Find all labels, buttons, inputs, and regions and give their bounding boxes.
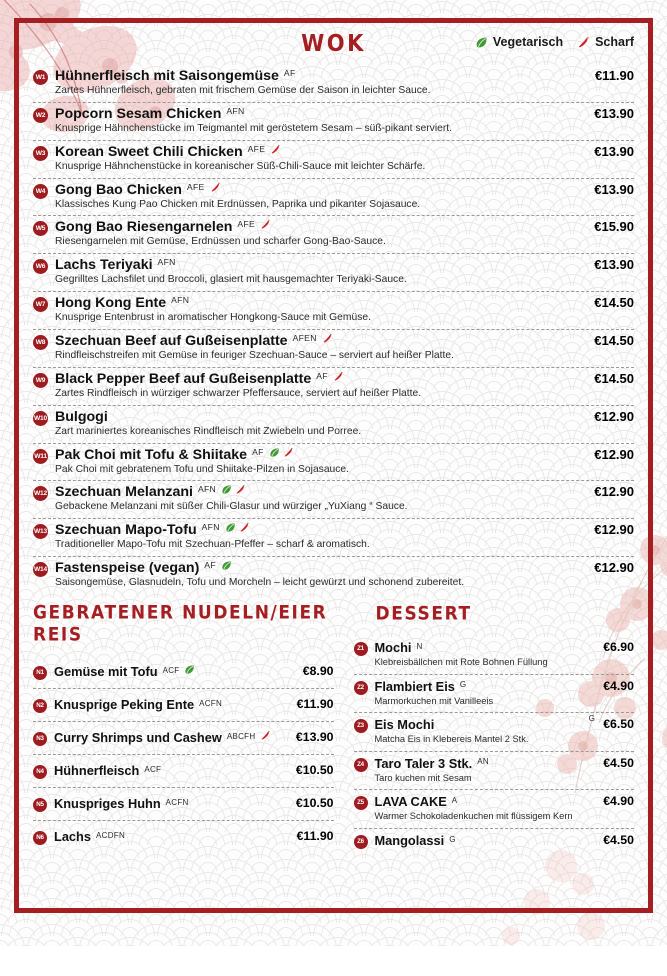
legend-vegetarian xyxy=(475,35,563,49)
menu-item[interactable] xyxy=(33,481,634,519)
menu-item-header xyxy=(33,219,634,236)
item-code-badge: Z2 xyxy=(354,681,368,695)
menu-item[interactable] xyxy=(354,636,634,675)
leaf-icon xyxy=(221,560,232,571)
menu-item-price: €11.90 xyxy=(296,829,334,844)
menu-item-name: Szechuan Mapo-Tofu xyxy=(55,522,197,539)
menu-item[interactable] xyxy=(33,788,334,821)
menu-item[interactable] xyxy=(33,65,634,103)
menu-item[interactable] xyxy=(33,755,334,788)
menu-item-name: Gemüse mit Tofu xyxy=(54,664,158,680)
menu-item-price: €13.90 xyxy=(594,181,634,197)
menu-item[interactable] xyxy=(33,141,634,179)
menu-item-header xyxy=(33,144,634,161)
wok-section-header xyxy=(19,23,648,65)
menu-item-name: Gong Bao Riesengarnelen xyxy=(55,219,233,236)
menu-item-name: Curry Shrimps und Cashew xyxy=(54,730,222,746)
menu-item-description: Traditioneller Mapo-Tofu mit Szechuan-Pfeffer – scharf & aromatisch. xyxy=(55,539,370,551)
menu-item-name: Hühnerfleisch xyxy=(54,763,140,779)
item-code-badge: W11 xyxy=(33,449,48,464)
menu-item-title-group xyxy=(55,333,586,349)
menu-item[interactable] xyxy=(33,722,334,755)
allergen-codes: G xyxy=(449,834,456,844)
item-code-badge: W6 xyxy=(33,259,48,274)
menu-item-title-group xyxy=(375,717,589,732)
menu-item-description: Zart mariniertes koreanisches Rindfleisch mit Zwiebeln und Porree. xyxy=(55,425,362,437)
menu-item-header xyxy=(33,68,634,85)
menu-item[interactable] xyxy=(354,829,634,853)
legend-spicy-label: Scharf xyxy=(595,35,634,49)
menu-item-title-group xyxy=(55,219,586,235)
menu-item[interactable] xyxy=(354,713,634,752)
menu-item-header xyxy=(33,796,334,812)
item-code-badge: Z1 xyxy=(354,642,368,656)
menu-item-description: Knusprige Hähnchenstücke im Teigmantel mit geröstetem Sesam – süß-pikant serviert. xyxy=(55,122,452,134)
menu-item[interactable] xyxy=(33,330,634,368)
item-code-badge: Z3 xyxy=(354,719,368,733)
menu-item-price: €13.90 xyxy=(295,730,334,745)
menu-item[interactable] xyxy=(33,368,634,406)
item-code-badge: N3 xyxy=(33,732,47,746)
diet-icons xyxy=(210,182,221,193)
menu-item[interactable] xyxy=(354,752,634,791)
menu-item-title-group xyxy=(55,522,586,538)
menu-item-description: Matcha Eis in Klebereis Mantel 2 Stk. xyxy=(374,734,529,745)
menu-item-header xyxy=(354,713,634,733)
menu-item-title-group xyxy=(54,796,288,811)
menu-item-title-group xyxy=(375,640,596,655)
menu-card xyxy=(14,18,653,913)
allergen-codes: AN xyxy=(477,757,489,767)
diet-icons xyxy=(269,447,294,458)
item-code-badge: W13 xyxy=(33,524,48,539)
menu-item-name: Black Pepper Beef auf Gußeisenplatte xyxy=(55,370,312,387)
item-code-badge: N1 xyxy=(33,666,47,680)
menu-item-price: €4.50 xyxy=(603,833,634,848)
chili-icon xyxy=(283,447,294,458)
diet-icons xyxy=(184,664,195,675)
menu-item-price: €14.50 xyxy=(594,295,634,311)
wok-item-list xyxy=(19,65,648,594)
allergen-codes: ACF xyxy=(144,764,162,774)
bottom-sections xyxy=(19,598,648,853)
item-code-badge: W8 xyxy=(33,335,48,350)
allergen-codes: AFN xyxy=(197,484,217,495)
allergen-codes: AF xyxy=(204,560,216,571)
menu-item-description: Warmer Schokoladenkuchen mit flüssigem Kern xyxy=(374,811,573,822)
allergen-codes: AFE xyxy=(186,181,205,192)
menu-item[interactable] xyxy=(33,821,334,853)
menu-item-description: Rindfleischstreifen mit Gemüse in feuriger Szechuan-Sauce – serviert auf heißer Platte. xyxy=(55,350,454,362)
menu-item-title-group xyxy=(55,560,586,576)
item-code-badge: W2 xyxy=(33,108,48,123)
diet-icons xyxy=(221,560,232,571)
menu-item-description: Marmorkuchen mit Vanilleeis xyxy=(374,695,494,706)
menu-item-name: Popcorn Sesam Chicken xyxy=(55,105,222,122)
menu-item-description: Taro kuchen mit Sesam xyxy=(374,772,472,783)
dessert-section xyxy=(346,598,634,853)
chili-icon xyxy=(235,484,246,495)
diet-icons xyxy=(225,522,250,533)
menu-item-description: Riesengarnelen mit Gemüse, Erdnüssen und scharfer Gong-Bao-Sauce. xyxy=(55,236,386,248)
menu-item-description: Gegrilltes Lachsfilet und Broccoli, glasiert mit hausgemachter Teriyaki-Sauce. xyxy=(55,274,407,286)
allergen-codes: AFN xyxy=(171,295,190,306)
menu-item-price: €4.90 xyxy=(603,794,634,809)
menu-item-price: €14.50 xyxy=(594,370,634,386)
menu-item[interactable] xyxy=(354,790,634,829)
menu-item-price: €12.90 xyxy=(594,446,634,462)
menu-item-description: Klebreisbällchen mit Rote Bohnen Füllung xyxy=(374,657,548,668)
allergen-codes: ACFN xyxy=(199,698,223,708)
legend xyxy=(475,35,634,49)
menu-item-title-group xyxy=(375,833,596,848)
menu-item-price: €12.90 xyxy=(594,408,634,424)
chili-icon xyxy=(577,36,590,49)
allergen-codes: ACFN xyxy=(165,797,189,807)
item-code-badge: N4 xyxy=(33,765,47,779)
diet-icons xyxy=(333,371,344,382)
item-code-badge: W10 xyxy=(33,411,48,426)
leaf-icon xyxy=(269,447,280,458)
menu-item-name: Szechuan Melanzani xyxy=(55,484,193,501)
allergen-codes: ABCFH xyxy=(226,731,256,741)
allergen-codes: A xyxy=(451,795,458,805)
allergen-codes: G xyxy=(459,680,467,690)
menu-item-name: Hühnerfleisch mit Saisongemüse xyxy=(55,68,279,84)
menu-item-header xyxy=(33,409,634,426)
menu-item-description: Pak Choi mit gebratenem Tofu und Shiitake-Pilzen in Sojasauce. xyxy=(55,463,350,475)
menu-item-name: Szechuan Beef auf Gußeisenplatte xyxy=(55,333,288,350)
noodles-section xyxy=(33,598,346,853)
menu-item-header xyxy=(354,833,634,849)
menu-item-name: Pak Choi mit Tofu & Shiitake xyxy=(55,446,248,463)
menu-item-header xyxy=(33,295,634,312)
menu-item-header xyxy=(33,333,634,350)
menu-item-price: €10.50 xyxy=(295,763,334,778)
chili-icon xyxy=(239,522,250,533)
menu-item-title-group xyxy=(55,144,586,160)
menu-item-title-group xyxy=(375,679,596,694)
allergen-codes: ACF xyxy=(162,665,180,675)
diet-icons xyxy=(260,730,271,741)
leaf-icon xyxy=(184,664,195,675)
item-code-badge: W12 xyxy=(33,486,48,501)
allergen-codes: N xyxy=(416,641,423,651)
chili-icon xyxy=(260,730,271,741)
menu-item-name: Lachs xyxy=(54,829,91,845)
menu-item-price: €12.90 xyxy=(594,484,634,500)
menu-item-title-group xyxy=(55,295,586,311)
menu-item-title-group xyxy=(54,664,295,679)
item-code-badge: N2 xyxy=(33,699,47,713)
menu-item-name: Korean Sweet Chili Chicken xyxy=(55,143,243,160)
menu-item-header xyxy=(33,829,334,845)
chili-icon xyxy=(210,182,221,193)
menu-item-price: €8.90 xyxy=(302,664,334,679)
item-code-badge: W5 xyxy=(33,221,48,236)
menu-item[interactable] xyxy=(33,689,334,722)
menu-item-header xyxy=(33,664,334,680)
menu-item[interactable] xyxy=(33,254,634,292)
menu-item-header xyxy=(33,371,634,388)
menu-item-title-group xyxy=(54,697,289,712)
menu-item[interactable] xyxy=(33,179,634,217)
menu-item-header xyxy=(33,484,634,501)
item-code-badge: W7 xyxy=(33,297,48,312)
legend-vegetarian-label: Vegetarisch xyxy=(492,35,564,49)
menu-item-header xyxy=(33,522,634,539)
menu-item-title-group xyxy=(55,106,586,122)
menu-item-title-group xyxy=(55,447,586,463)
menu-item-price: €13.90 xyxy=(594,143,634,159)
menu-item-name: LAVA CAKE xyxy=(374,794,447,810)
dessert-section-title: DESSERT xyxy=(375,603,472,626)
leaf-icon xyxy=(475,36,488,49)
menu-item-description: Gebackene Melanzani mit süßer Chili-Glasur und würziger „YuXiang “ Sauce. xyxy=(55,501,408,513)
menu-item-title-group xyxy=(55,409,586,425)
menu-item-name: Fastenspeise (vegan) xyxy=(55,560,200,577)
menu-item[interactable] xyxy=(354,675,634,714)
menu-item-name: Knuspriges Huhn xyxy=(54,796,161,812)
leaf-icon xyxy=(221,484,232,495)
allergen-codes: AF xyxy=(252,446,264,457)
menu-item[interactable] xyxy=(33,519,634,557)
item-code-badge: N6 xyxy=(33,831,47,845)
menu-item-price: €10.50 xyxy=(295,796,334,811)
item-code-badge: Z4 xyxy=(354,758,368,772)
menu-item-description: Klassisches Kung Pao Chicken mit Erdnüssen, Paprika und pikanter Sojasauce. xyxy=(55,198,421,210)
menu-item[interactable] xyxy=(33,406,634,444)
diet-icons xyxy=(221,484,246,495)
menu-item-description: Zartes Hühnerfleisch, gebraten mit frischem Gemüse der Saison in leichter Sauce. xyxy=(55,85,431,96)
allergen-codes: AFN xyxy=(226,105,245,116)
menu-item-price: €14.50 xyxy=(594,333,634,349)
page-title: WOK xyxy=(301,29,366,57)
menu-item-header xyxy=(33,763,334,779)
menu-item[interactable] xyxy=(33,444,634,482)
menu-item-header xyxy=(354,640,634,656)
menu-item-description: Saisongemüse, Glasnudeln, Tofu und Morcheln – leicht gewürzt und schonend zubereitet. xyxy=(55,577,465,589)
menu-item-header xyxy=(354,756,634,772)
item-code-badge: W1 xyxy=(33,70,48,85)
menu-item-title-group xyxy=(55,371,586,387)
menu-item-price: €11.90 xyxy=(594,68,634,83)
noodles-item-list xyxy=(33,656,334,853)
item-code-badge: Z6 xyxy=(354,835,368,849)
chili-icon xyxy=(322,333,333,344)
allergen-codes: G xyxy=(588,713,596,723)
menu-item-price: €13.90 xyxy=(594,105,634,121)
menu-item-title-group xyxy=(54,730,288,745)
menu-item-name: Mangolassi xyxy=(374,833,445,849)
menu-item-header xyxy=(33,560,634,577)
chili-icon xyxy=(333,371,344,382)
allergen-codes: AF xyxy=(316,370,328,381)
menu-item-name: Lachs Teriyaki xyxy=(55,257,153,274)
menu-item-header xyxy=(33,730,334,746)
menu-item-price: €6.50 xyxy=(603,717,634,732)
menu-item-title-group xyxy=(375,794,596,809)
diet-icons xyxy=(322,333,333,344)
menu-item-title-group xyxy=(54,829,289,844)
menu-item[interactable] xyxy=(33,216,634,254)
allergen-codes: AFE xyxy=(237,219,256,230)
menu-item-price: €12.90 xyxy=(594,522,634,538)
menu-item-name: Mochi xyxy=(374,640,412,656)
allergen-codes: ACDFN xyxy=(96,830,126,840)
menu-item-header xyxy=(33,182,634,199)
menu-item-name: Eis Mochi xyxy=(374,717,435,733)
menu-item-description: Knusprige Entenbrust in aromatischer Hongkong-Sauce mit Gemüse. xyxy=(55,312,371,324)
menu-item-description: Zartes Rindfleisch in würziger schwarzer Pfeffersauce, serviert auf heißer Platte. xyxy=(55,387,422,399)
item-code-badge: W3 xyxy=(33,146,48,161)
menu-item-price: €4.90 xyxy=(603,678,634,693)
menu-item-name: Flambiert Eis xyxy=(374,678,455,694)
menu-item-name: Taro Taler 3 Stk. xyxy=(374,755,473,771)
item-code-badge: W14 xyxy=(33,562,48,577)
menu-item[interactable] xyxy=(33,557,634,594)
item-code-badge: Z5 xyxy=(354,796,368,810)
menu-item-header xyxy=(354,794,634,810)
item-code-badge: W9 xyxy=(33,373,48,388)
menu-item-name: Hong Kong Ente xyxy=(55,295,167,312)
menu-item-price: €4.50 xyxy=(603,755,634,770)
diet-icons xyxy=(270,144,281,155)
menu-item-price: €13.90 xyxy=(594,257,634,273)
menu-item[interactable] xyxy=(33,103,634,141)
menu-item-header xyxy=(33,257,634,274)
menu-item-name: Gong Bao Chicken xyxy=(55,181,182,198)
chili-icon xyxy=(260,219,271,230)
menu-item-header xyxy=(354,679,634,695)
menu-item-price: €6.90 xyxy=(603,640,634,655)
item-code-badge: W4 xyxy=(33,184,48,199)
diet-icons xyxy=(260,219,271,230)
legend-spicy xyxy=(577,35,634,49)
allergen-codes: AFN xyxy=(201,522,220,533)
allergen-codes: AF xyxy=(283,68,296,78)
menu-item-name: Knusprige Peking Ente xyxy=(54,697,195,713)
menu-item-title-group xyxy=(55,484,586,500)
menu-item-description: Knusprige Hähnchenstücke in koreanischer Süß-Chili-Sauce mit leichter Schärfe. xyxy=(55,160,426,172)
menu-item-title-group xyxy=(54,763,288,778)
menu-item-header xyxy=(33,447,634,464)
allergen-codes: AFE xyxy=(247,143,266,154)
menu-item-header xyxy=(33,697,334,713)
item-code-badge: N5 xyxy=(33,798,47,812)
menu-item-title-group xyxy=(55,182,586,198)
menu-item[interactable] xyxy=(33,656,334,689)
allergen-codes: AFEN xyxy=(292,333,317,344)
chili-icon xyxy=(270,144,281,155)
menu-item-header xyxy=(33,106,634,123)
menu-item-price: €11.90 xyxy=(296,697,334,712)
menu-item-title-group xyxy=(375,756,596,771)
leaf-icon xyxy=(225,522,236,533)
menu-item-title-group xyxy=(55,68,587,84)
menu-item-price: €15.90 xyxy=(594,219,634,235)
menu-item[interactable] xyxy=(33,292,634,330)
noodles-section-title: GEBRATENER NUDELN/EIER REIS xyxy=(33,602,328,647)
menu-item-title-group xyxy=(55,257,586,273)
dessert-item-list xyxy=(354,636,634,853)
menu-item-price: €12.90 xyxy=(594,560,634,576)
allergen-codes: AFN xyxy=(157,257,176,268)
menu-item-name: Bulgogi xyxy=(55,408,108,425)
